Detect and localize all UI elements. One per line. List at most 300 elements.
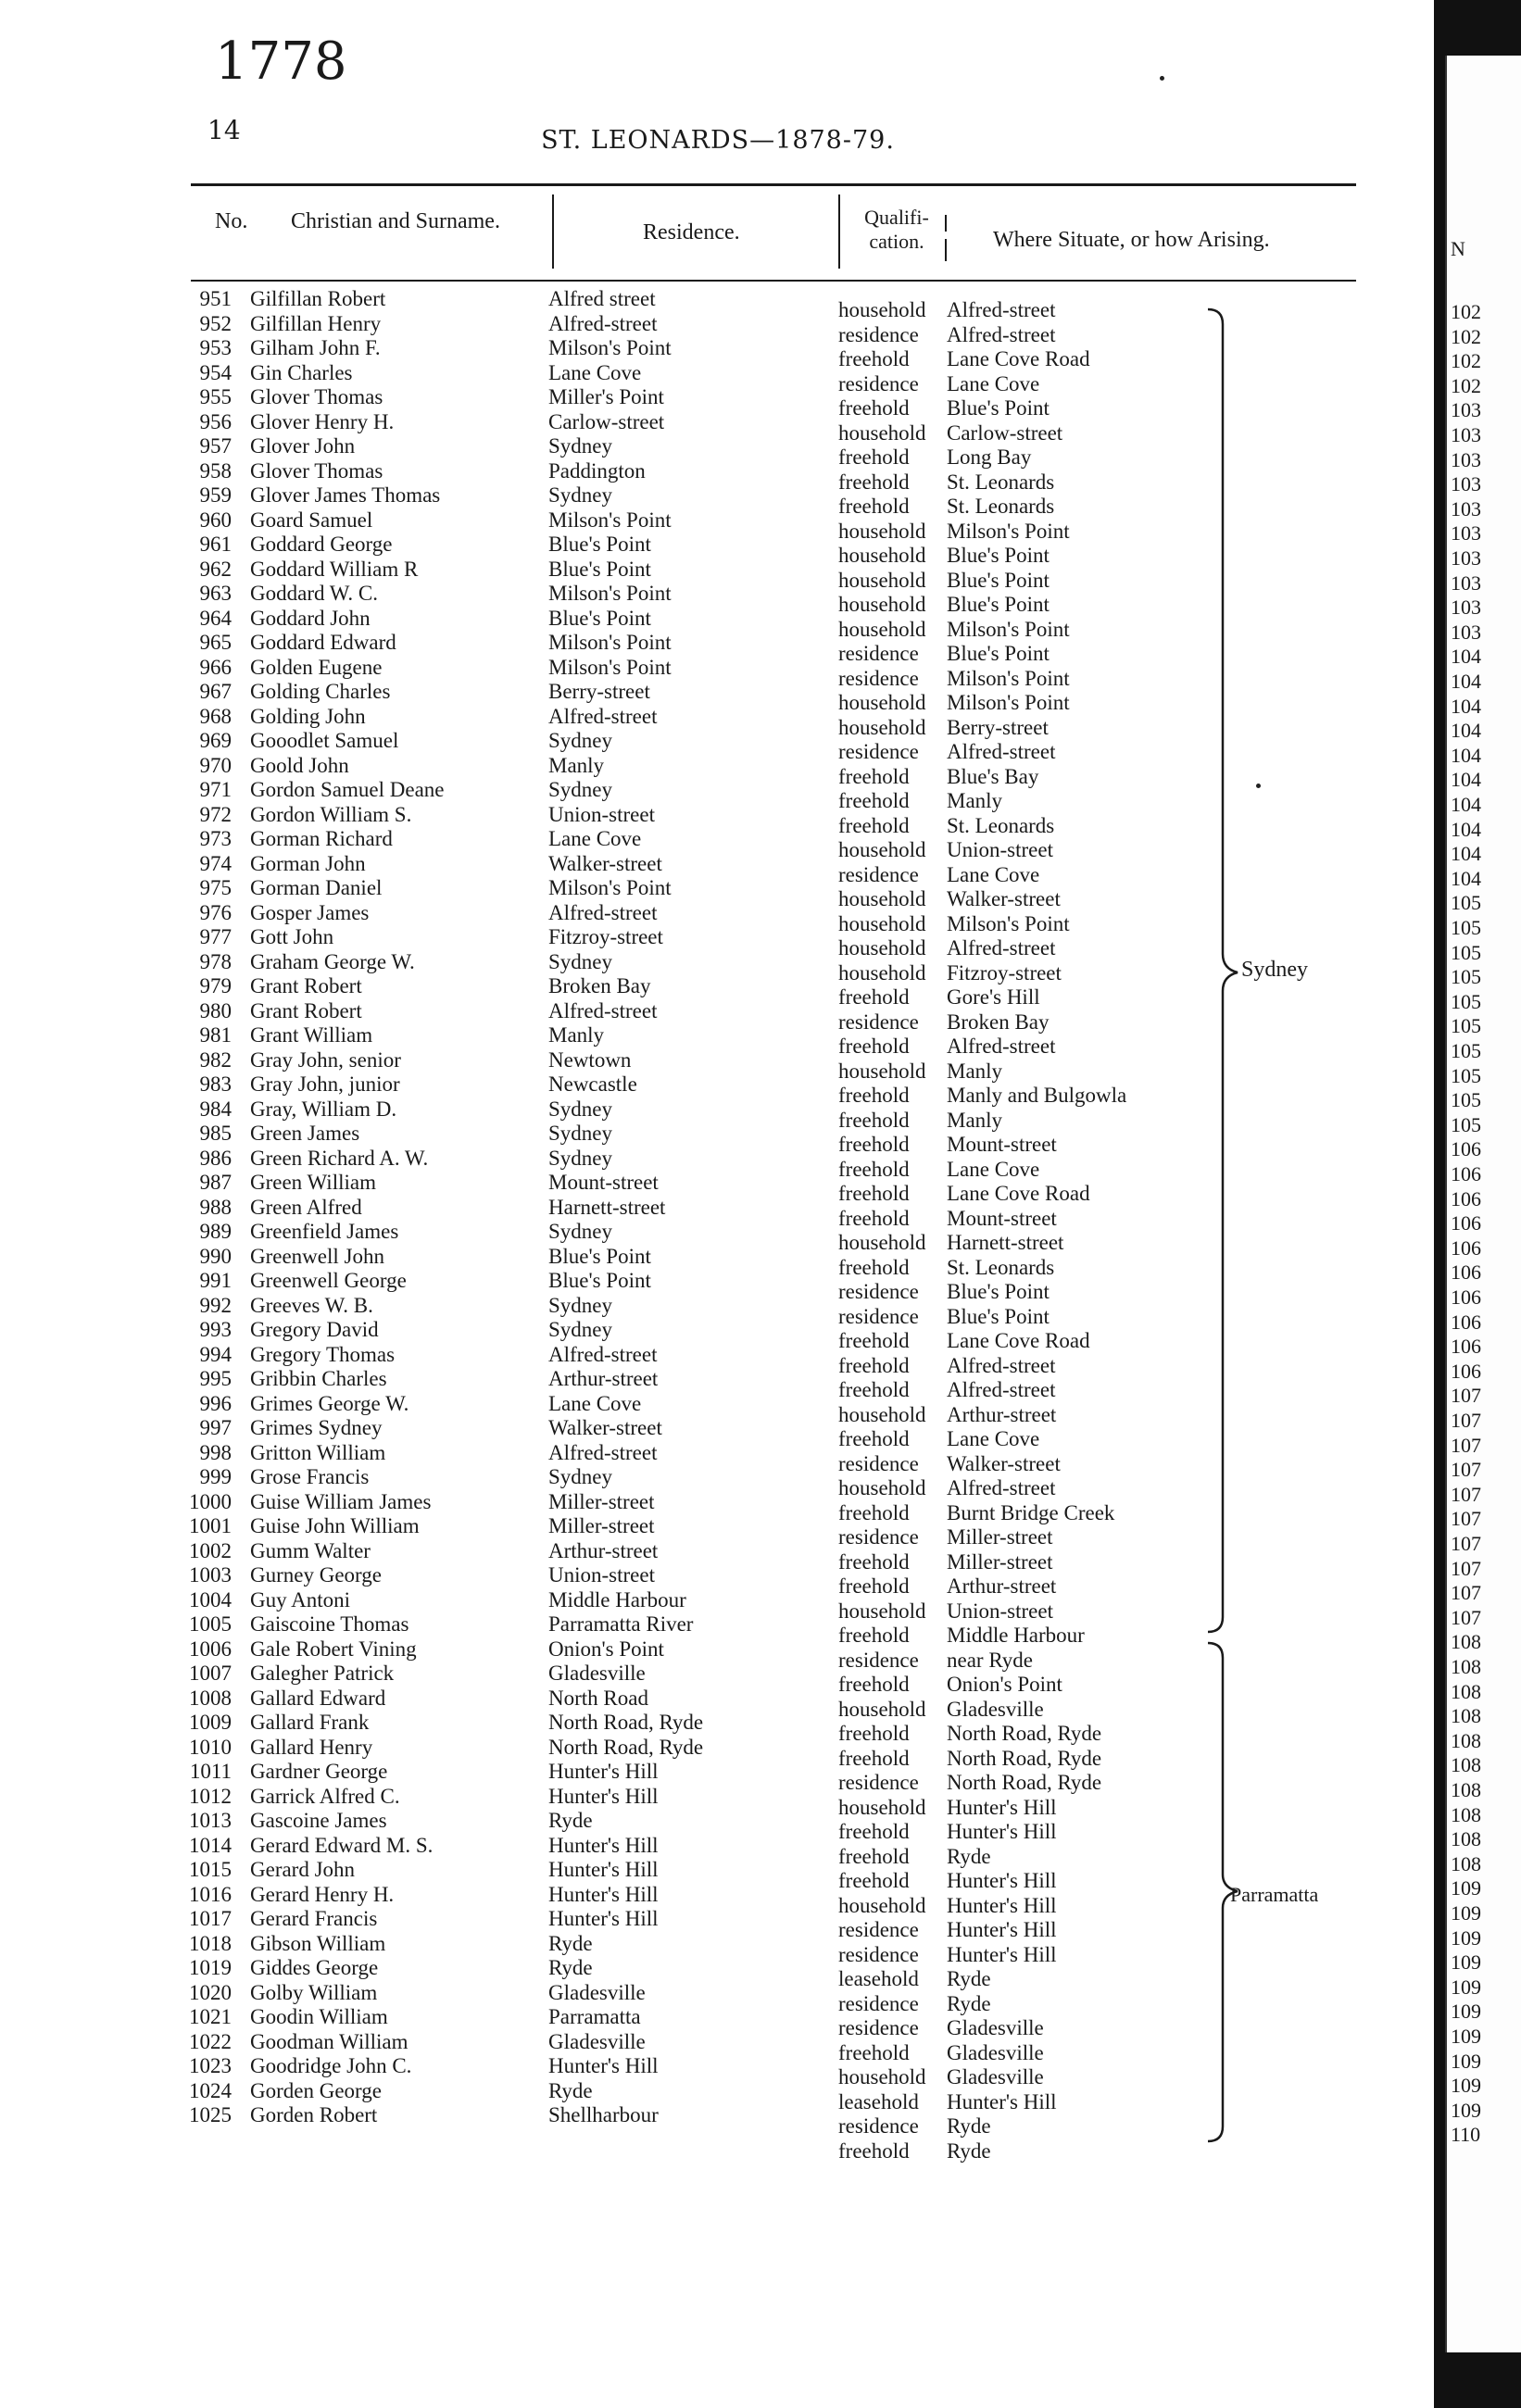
elector-name: Grant Robert bbox=[250, 974, 362, 997]
next-page-number: 104 bbox=[1451, 768, 1481, 792]
elector-qualification: household bbox=[838, 298, 926, 321]
elector-number: 992 bbox=[199, 1293, 232, 1317]
elector-where-situate: Long Bay bbox=[947, 445, 1032, 469]
elector-number: 981 bbox=[199, 1023, 232, 1047]
elector-where-situate: Broken Bay bbox=[947, 1010, 1050, 1034]
elector-residence: Hunter's Hill bbox=[548, 1784, 659, 1808]
elector-residence: Alfred-street bbox=[548, 998, 658, 1022]
elector-where-situate: Lane Cove Road bbox=[947, 347, 1090, 370]
next-page-number: 107 bbox=[1451, 1605, 1481, 1629]
elector-qualification: freehold bbox=[838, 1844, 910, 1868]
elector-where-situate: Mount-street bbox=[947, 1206, 1057, 1230]
next-page-number: 105 bbox=[1451, 1014, 1481, 1038]
next-page-header: N bbox=[1451, 237, 1465, 260]
elector-residence: North Road, Ryde bbox=[548, 1711, 704, 1734]
next-page-number: 108 bbox=[1451, 1704, 1481, 1728]
elector-number: 999 bbox=[199, 1465, 232, 1488]
elector-residence: Arthur-street bbox=[548, 1367, 659, 1390]
header-where: Where Situate, or how Arising. bbox=[993, 228, 1270, 252]
elector-residence: Miller-street bbox=[548, 1489, 655, 1513]
elector-residence: Sydney bbox=[548, 949, 612, 973]
elector-qualification: household bbox=[838, 1599, 926, 1623]
elector-residence: Parramatta River bbox=[548, 1612, 694, 1636]
elector-name: Golby William bbox=[250, 1980, 378, 2004]
next-page-number: 108 bbox=[1451, 1630, 1481, 1654]
elector-name: Gorman John bbox=[250, 851, 366, 875]
elector-qualification: household bbox=[838, 1231, 926, 1254]
elector-where-situate: Milson's Point bbox=[947, 691, 1070, 714]
next-page-number: 107 bbox=[1451, 1433, 1481, 1457]
elector-name: Grant Robert bbox=[250, 998, 362, 1022]
elector-qualification: residence bbox=[838, 1304, 919, 1328]
elector-name: Gribbin Charles bbox=[250, 1367, 387, 1390]
elector-name: Goddard George bbox=[250, 533, 393, 556]
elector-qualification: household bbox=[838, 960, 926, 985]
next-page-number: 107 bbox=[1451, 1409, 1481, 1432]
next-page-number: 106 bbox=[1451, 1286, 1481, 1309]
elector-qualification: residence bbox=[838, 642, 919, 665]
elector-residence: Milson's Point bbox=[548, 631, 672, 654]
elector-residence: Milson's Point bbox=[548, 336, 672, 359]
elector-qualification: freehold bbox=[838, 1255, 910, 1279]
elector-where-situate: St. Leonards bbox=[947, 813, 1055, 837]
elector-number: 1015 bbox=[189, 1858, 232, 1881]
elector-where-situate: Alfred-street bbox=[947, 936, 1056, 959]
elector-name: Gin Charles bbox=[250, 360, 353, 384]
elector-name: Grose Francis bbox=[250, 1465, 370, 1488]
elector-where-situate: Gladesville bbox=[947, 2016, 1044, 2039]
elector-qualification: freehold bbox=[838, 1084, 910, 1107]
elector-where-situate: Hunter's Hill bbox=[947, 2089, 1057, 2113]
elector-where-situate: Alfred-street bbox=[947, 1378, 1056, 1401]
elector-number: 990 bbox=[199, 1244, 232, 1268]
header-name: Christian and Surname. bbox=[291, 209, 500, 233]
elector-number: 978 bbox=[199, 949, 232, 973]
elector-where-situate: Hunter's Hill bbox=[947, 1893, 1057, 1917]
elector-number: 972 bbox=[199, 802, 232, 826]
elector-number: 968 bbox=[199, 704, 232, 728]
elector-qualification: freehold bbox=[838, 2040, 910, 2064]
elector-name: Glover John bbox=[250, 434, 356, 458]
elector-residence: Sydney bbox=[548, 483, 612, 507]
elector-number: 1002 bbox=[189, 1538, 232, 1562]
next-page-number: 108 bbox=[1451, 1827, 1481, 1851]
elector-name: Gritton William bbox=[250, 1440, 386, 1464]
elector-number: 996 bbox=[199, 1391, 232, 1415]
elector-number: 971 bbox=[199, 778, 232, 801]
elector-name: Galegher Patrick bbox=[250, 1662, 395, 1685]
elector-residence: Alfred street bbox=[548, 287, 656, 310]
elector-name: Goddard William R bbox=[250, 557, 419, 581]
elector-qualification: freehold bbox=[838, 347, 910, 370]
next-page-number: 104 bbox=[1451, 743, 1481, 767]
elector-where-situate: North Road, Ryde bbox=[947, 1746, 1102, 1770]
elector-residence: Walker-street bbox=[548, 1416, 662, 1439]
elector-number: 967 bbox=[199, 680, 232, 703]
elector-name: Gregory David bbox=[250, 1318, 379, 1341]
elector-residence: Milson's Point bbox=[548, 582, 672, 605]
elector-name: Gosper James bbox=[250, 900, 370, 924]
elector-qualification: freehold bbox=[838, 1673, 910, 1696]
elector-name: Gardner George bbox=[250, 1760, 388, 1783]
elector-qualification: household bbox=[838, 715, 926, 739]
elector-number: 969 bbox=[199, 729, 232, 752]
elector-residence: Lane Cove bbox=[548, 360, 642, 384]
sydney-brace bbox=[1204, 306, 1241, 1639]
elector-name: Goddard John bbox=[250, 606, 371, 630]
elector-where-situate: Blue's Point bbox=[947, 544, 1050, 567]
next-page-strip bbox=[1445, 56, 1521, 2352]
next-page-number: 103 bbox=[1451, 596, 1481, 620]
header-no: No. bbox=[215, 209, 248, 233]
elector-name: Gilfillan Henry bbox=[250, 311, 382, 335]
elector-where-situate: Lane Cove bbox=[947, 371, 1040, 395]
elector-qualification: household bbox=[838, 911, 926, 935]
elector-where-situate: St. Leonards bbox=[947, 495, 1055, 518]
elector-qualification: leasehold bbox=[838, 1967, 919, 1990]
elector-where-situate: Ryde bbox=[947, 2138, 991, 2163]
next-page-number: 106 bbox=[1451, 1235, 1481, 1260]
elector-residence: Berry-street bbox=[548, 680, 650, 703]
elector-where-situate: Hunter's Hill bbox=[947, 1918, 1057, 1941]
next-page-number: 107 bbox=[1451, 1581, 1481, 1605]
elector-number: 973 bbox=[199, 827, 232, 850]
elector-qualification: freehold bbox=[838, 1206, 910, 1230]
elector-number: 970 bbox=[199, 753, 232, 777]
elector-name: Gallard Frank bbox=[250, 1711, 370, 1734]
elector-qualification: household bbox=[838, 568, 926, 592]
elector-qualification: residence bbox=[838, 1771, 919, 1794]
elector-where-situate: Ryde bbox=[947, 2114, 991, 2138]
elector-where-situate: Milson's Point bbox=[947, 617, 1070, 641]
elector-qualification: freehold bbox=[838, 1427, 910, 1450]
elector-where-situate: Manly bbox=[947, 1108, 1003, 1132]
elector-where-situate: Arthur-street bbox=[947, 1574, 1057, 1598]
elector-residence: Lane Cove bbox=[548, 1391, 642, 1415]
elector-qualification: freehold bbox=[838, 1182, 910, 1205]
elector-where-situate: St. Leonards bbox=[947, 1255, 1055, 1279]
elector-residence: Mount-street bbox=[548, 1171, 659, 1194]
elector-residence: Alfred-street bbox=[548, 704, 658, 728]
elector-name: Gerard John bbox=[250, 1858, 356, 1881]
elector-number: 986 bbox=[199, 1146, 232, 1170]
elector-name: Gallard Henry bbox=[250, 1735, 373, 1759]
elector-where-situate: Lane Cove bbox=[947, 862, 1040, 886]
next-page-number: 105 bbox=[1451, 1088, 1481, 1112]
elector-residence: Blue's Point bbox=[548, 533, 651, 556]
next-page-number: 108 bbox=[1451, 1778, 1481, 1801]
elector-name: Gray John, junior bbox=[250, 1072, 400, 1096]
elector-name: Glover James Thomas bbox=[250, 483, 441, 507]
elector-where-situate: Gladesville bbox=[947, 2040, 1044, 2064]
elector-name: Gordon Samuel Deane bbox=[250, 778, 445, 801]
next-page-number: 105 bbox=[1451, 940, 1481, 964]
elector-where-situate: Alfred-street bbox=[947, 322, 1056, 346]
elector-number: 958 bbox=[199, 458, 232, 483]
elector-qualification: residence bbox=[838, 1280, 919, 1303]
next-page-number: 106 bbox=[1451, 1162, 1481, 1185]
elector-residence: Broken Bay bbox=[548, 974, 651, 997]
header-divider-4 bbox=[945, 239, 947, 261]
elector-number: 987 bbox=[199, 1171, 232, 1194]
elector-number: 957 bbox=[199, 434, 232, 458]
elector-residence: Miller's Point bbox=[548, 385, 664, 408]
elector-where-situate: Burnt Bridge Creek bbox=[947, 1500, 1115, 1524]
elector-where-situate: Alfred-street bbox=[947, 1353, 1056, 1377]
elector-name: Gale Robert Vining bbox=[250, 1637, 417, 1661]
elector-name: Goodman William bbox=[250, 2029, 409, 2053]
elector-number: 1025 bbox=[189, 2103, 232, 2126]
elector-qualification: freehold bbox=[838, 1869, 910, 1892]
elector-number: 974 bbox=[199, 851, 232, 875]
elector-where-situate: Hunter's Hill bbox=[947, 1869, 1057, 1892]
elector-qualification: residence bbox=[838, 2114, 919, 2138]
elector-where-situate: Lane Cove Road bbox=[947, 1182, 1090, 1205]
elector-where-situate: Ryde bbox=[947, 1844, 991, 1868]
elector-qualification: residence bbox=[838, 740, 919, 763]
elector-name: Greenfield James bbox=[250, 1220, 399, 1243]
elector-name: Grimes George W. bbox=[250, 1391, 409, 1415]
elector-residence: North Road bbox=[548, 1686, 648, 1710]
elector-name: Greeves W. B. bbox=[250, 1293, 373, 1317]
next-page-number: 109 bbox=[1451, 1901, 1481, 1925]
next-page-number: 108 bbox=[1451, 1728, 1481, 1752]
elector-name: Gorman Daniel bbox=[250, 876, 383, 899]
elector-where-situate: Carlow-street bbox=[947, 420, 1063, 445]
elector-where-situate: Lane Cove bbox=[947, 1157, 1040, 1181]
next-page-number: 106 bbox=[1451, 1335, 1481, 1359]
elector-residence: Union-street bbox=[548, 1563, 655, 1587]
elector-name: Goddard W. C. bbox=[250, 582, 378, 605]
elector-where-situate: Alfred-street bbox=[947, 1476, 1056, 1499]
page-number: 14 bbox=[207, 115, 241, 145]
elector-qualification: freehold bbox=[838, 1108, 910, 1132]
elector-name: Golden Eugene bbox=[250, 655, 383, 679]
elector-qualification: freehold bbox=[838, 470, 910, 494]
elector-residence: Sydney bbox=[548, 1318, 612, 1341]
elector-name: Gascoine James bbox=[250, 1809, 387, 1832]
next-page-number: 105 bbox=[1451, 1063, 1481, 1087]
elector-residence: Hunter's Hill bbox=[548, 1907, 659, 1930]
elector-residence: Newcastle bbox=[548, 1072, 637, 1096]
elector-where-situate: Hunter's Hill bbox=[947, 1820, 1057, 1843]
header-qualification bbox=[850, 206, 943, 254]
next-page-number: 104 bbox=[1451, 817, 1481, 841]
elector-residence: Miller-street bbox=[548, 1514, 655, 1537]
elector-residence: Ryde bbox=[548, 2078, 593, 2102]
elector-where-situate: Manly bbox=[947, 1059, 1003, 1083]
elector-number: 964 bbox=[199, 606, 232, 630]
next-page-number: 104 bbox=[1451, 694, 1481, 718]
elector-name: Gordon William S. bbox=[250, 802, 412, 826]
next-page-number: 109 bbox=[1451, 1975, 1481, 1999]
elector-where-situate: Manly bbox=[947, 789, 1003, 812]
elector-name: Giddes George bbox=[250, 1956, 379, 1979]
elector-name: Glover Thomas bbox=[250, 385, 383, 408]
next-page-number: 107 bbox=[1451, 1384, 1481, 1408]
elector-name: Gooodlet Samuel bbox=[250, 729, 399, 752]
elector-residence: Hunter's Hill bbox=[548, 1760, 659, 1783]
elector-qualification: residence bbox=[838, 1942, 919, 1966]
elector-residence: Sydney bbox=[548, 1097, 612, 1121]
elector-name: Goddard Edward bbox=[250, 631, 396, 654]
elector-number: 956 bbox=[199, 409, 232, 433]
elector-where-situate: Alfred-street bbox=[947, 298, 1056, 321]
next-page-number: 109 bbox=[1451, 2049, 1481, 2073]
elector-name: Gott John bbox=[250, 925, 334, 948]
elector-where-situate: Blue's Bay bbox=[947, 764, 1039, 788]
elector-name: Goodin William bbox=[250, 2005, 388, 2028]
elector-qualification: residence bbox=[838, 1451, 919, 1475]
district-parramatta: Parramatta bbox=[1230, 1883, 1319, 1906]
elector-where-situate: Berry-street bbox=[947, 715, 1049, 739]
district-sydney: Sydney bbox=[1241, 958, 1308, 982]
header-residence: Residence. bbox=[643, 220, 740, 245]
next-page-number: 109 bbox=[1451, 2000, 1481, 2024]
elector-qualification: freehold bbox=[838, 1746, 910, 1770]
elector-where-situate: Gore's Hill bbox=[947, 985, 1040, 1009]
elector-name: Grant William bbox=[250, 1023, 373, 1047]
elector-qualification: household bbox=[838, 2065, 926, 2088]
elector-number: 1010 bbox=[189, 1735, 232, 1759]
elector-qualification: residence bbox=[838, 666, 919, 690]
elector-number: 1001 bbox=[189, 1514, 232, 1537]
elector-qualification: residence bbox=[838, 371, 919, 395]
elector-where-situate: Harnett-street bbox=[947, 1231, 1064, 1254]
elector-number: 959 bbox=[199, 483, 232, 507]
elector-where-situate: Arthur-street bbox=[947, 1402, 1057, 1426]
next-page-number: 103 bbox=[1451, 447, 1481, 471]
elector-residence: Sydney bbox=[548, 778, 612, 801]
elector-where-situate: Fitzroy-street bbox=[947, 960, 1062, 985]
elector-qualification: freehold bbox=[838, 1820, 910, 1843]
next-page-number: 106 bbox=[1451, 1137, 1481, 1161]
elector-qualification: household bbox=[838, 691, 926, 714]
elector-residence: Onion's Point bbox=[548, 1637, 664, 1661]
elector-residence: Blue's Point bbox=[548, 1269, 651, 1292]
elector-name: Gray, William D. bbox=[250, 1097, 397, 1121]
elector-qualification: household bbox=[838, 1059, 926, 1083]
next-page-number: 109 bbox=[1451, 2025, 1481, 2048]
elector-where-situate: Walker-street bbox=[947, 1451, 1061, 1475]
elector-where-situate: Lane Cove bbox=[947, 1427, 1040, 1450]
elector-where-situate: Milson's Point bbox=[947, 666, 1070, 690]
elector-qualification: freehold bbox=[838, 985, 910, 1009]
elector-where-situate: Mount-street bbox=[947, 1133, 1057, 1156]
elector-where-situate: Blue's Point bbox=[947, 1280, 1050, 1303]
elector-number: 1018 bbox=[189, 1931, 232, 1955]
elector-number: 995 bbox=[199, 1367, 232, 1390]
next-page-number: 103 bbox=[1451, 521, 1481, 546]
next-page-number: 105 bbox=[1451, 1112, 1481, 1136]
elector-where-situate: Lane Cove Road bbox=[947, 1329, 1090, 1352]
elector-residence: Sydney bbox=[548, 1293, 612, 1317]
elector-residence: Sydney bbox=[548, 1220, 612, 1243]
elector-residence: Newtown bbox=[548, 1047, 632, 1072]
elector-where-situate: near Ryde bbox=[947, 1648, 1033, 1672]
elector-number: 983 bbox=[199, 1072, 232, 1096]
next-page-number: 107 bbox=[1451, 1482, 1481, 1506]
elector-number: 1000 bbox=[189, 1489, 232, 1513]
elector-residence: Fitzroy-street bbox=[548, 925, 663, 948]
elector-where-situate: Blue's Point bbox=[947, 1304, 1050, 1328]
next-page-number: 104 bbox=[1451, 670, 1481, 693]
elector-qualification: household bbox=[838, 617, 926, 641]
next-page-number: 108 bbox=[1451, 1851, 1481, 1875]
next-page-number: 109 bbox=[1451, 2074, 1481, 2098]
elector-number: 975 bbox=[199, 876, 232, 899]
header-qualification-line2: cation. bbox=[869, 230, 924, 253]
next-page-number: 102 bbox=[1451, 373, 1481, 397]
elector-number: 1024 bbox=[189, 2078, 232, 2102]
elector-name: Gorden George bbox=[250, 2078, 382, 2102]
header-divider-1 bbox=[552, 194, 554, 269]
elector-qualification: household bbox=[838, 1795, 926, 1819]
header-divider-2 bbox=[838, 194, 840, 269]
elector-qualification: freehold bbox=[838, 1035, 910, 1058]
elector-where-situate: North Road, Ryde bbox=[947, 1771, 1102, 1794]
elector-residence: Hunter's Hill bbox=[548, 1858, 659, 1881]
elector-name: Gallard Edward bbox=[250, 1686, 386, 1710]
elector-number: 984 bbox=[199, 1097, 232, 1121]
elector-residence: Gladesville bbox=[548, 2029, 646, 2053]
next-page-number: 105 bbox=[1451, 916, 1481, 939]
next-page-number: 106 bbox=[1451, 1310, 1481, 1334]
elector-where-situate: Blue's Point bbox=[947, 642, 1050, 665]
elector-number: 1019 bbox=[189, 1956, 232, 1979]
elector-number: 1003 bbox=[189, 1563, 232, 1587]
elector-residence: Ryde bbox=[548, 1956, 593, 1979]
elector-number: 954 bbox=[199, 360, 232, 384]
elector-number: 961 bbox=[199, 533, 232, 556]
next-page-number: 109 bbox=[1451, 1950, 1481, 1975]
elector-residence: Walker-street bbox=[548, 851, 662, 875]
elector-qualification: household bbox=[838, 936, 926, 959]
elector-number: 1023 bbox=[189, 2054, 232, 2077]
elector-qualification: freehold bbox=[838, 1500, 910, 1524]
next-page-number: 107 bbox=[1451, 1556, 1481, 1580]
elector-qualification: freehold bbox=[838, 495, 910, 518]
elector-qualification: freehold bbox=[838, 1353, 910, 1377]
elector-number: 1007 bbox=[189, 1662, 232, 1685]
elector-qualification: household bbox=[838, 1697, 926, 1721]
elector-residence: Blue's Point bbox=[548, 606, 651, 630]
elector-residence: Milson's Point bbox=[548, 655, 672, 679]
elector-qualification: residence bbox=[838, 1010, 919, 1034]
elector-name: Goodridge John C. bbox=[250, 2054, 412, 2077]
elector-where-situate: Hunter's Hill bbox=[947, 1942, 1057, 1966]
elector-number: 965 bbox=[199, 631, 232, 654]
stamp-number: 1778 bbox=[215, 31, 347, 92]
elector-name: Gorden Robert bbox=[250, 2103, 378, 2126]
elector-number: 1011 bbox=[189, 1760, 232, 1783]
elector-number: 977 bbox=[199, 925, 232, 948]
elector-residence: Sydney bbox=[548, 729, 612, 752]
elector-residence: Paddington bbox=[548, 458, 646, 483]
elector-where-situate: North Road, Ryde bbox=[947, 1722, 1102, 1745]
next-page-number: 102 bbox=[1451, 300, 1481, 323]
elector-where-situate: Alfred-street bbox=[947, 1035, 1056, 1058]
elector-number: 979 bbox=[199, 974, 232, 997]
elector-name: Gerard Edward M. S. bbox=[250, 1833, 434, 1857]
next-page-number: 105 bbox=[1451, 965, 1481, 989]
elector-where-situate: Middle Harbour bbox=[947, 1624, 1085, 1647]
elector-qualification: freehold bbox=[838, 445, 910, 469]
elector-qualification: residence bbox=[838, 1525, 919, 1549]
elector-number: 966 bbox=[199, 655, 232, 679]
elector-where-situate: Ryde bbox=[947, 1991, 991, 2015]
next-page-number: 104 bbox=[1451, 842, 1481, 866]
